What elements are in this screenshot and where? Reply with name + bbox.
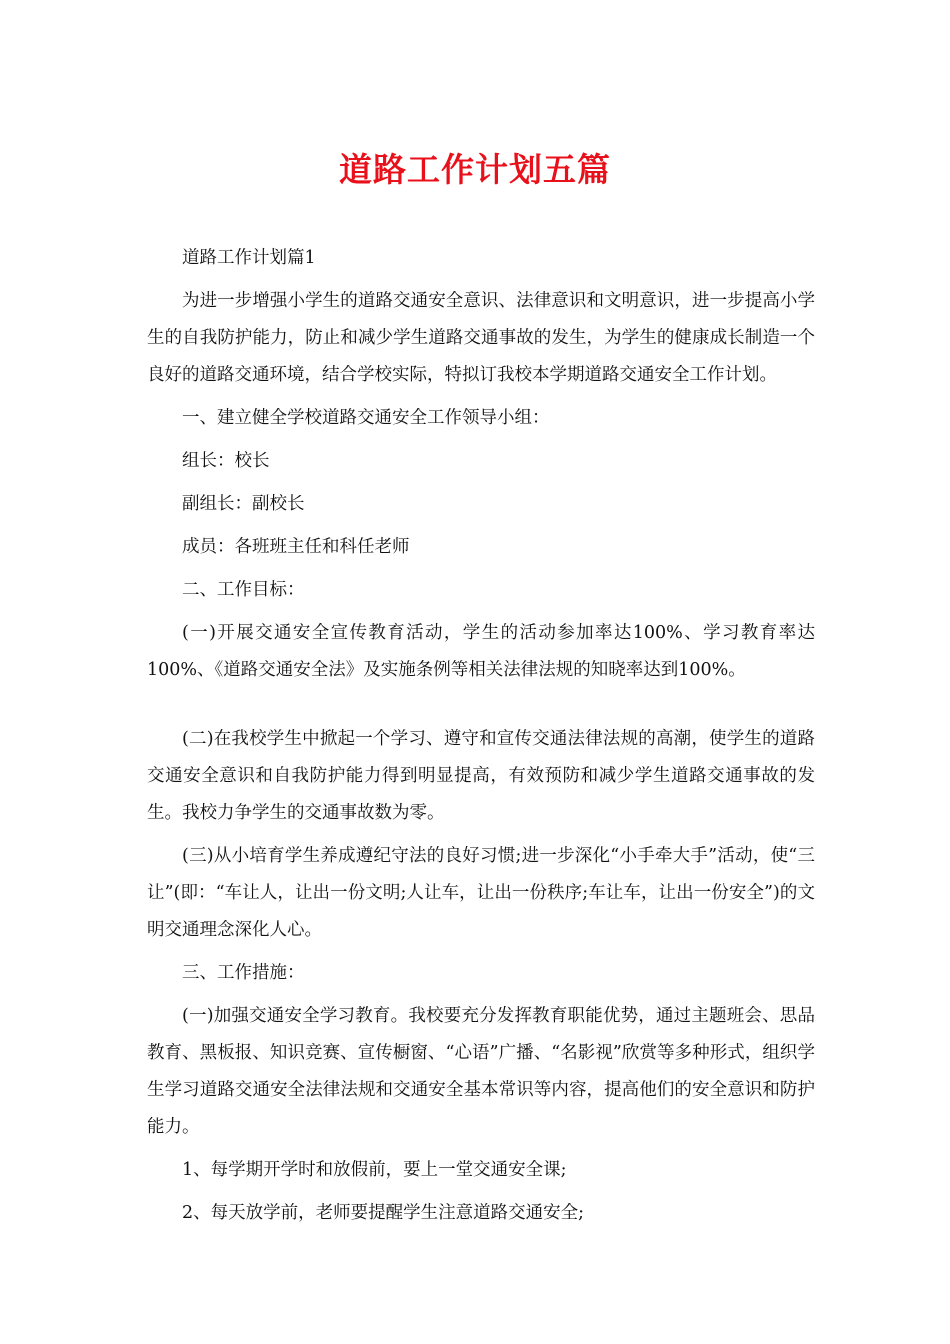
members-line: 成员：各班班主任和科任老师 [182,537,410,557]
document-title: 道路工作计划五篇 [339,150,611,189]
goal-paragraph-3: (三)从小培育学生养成遵纪守法的良好习惯;进一步深化“小手牵大手”活动，使“三让”(即：“车让人，让出一份文明;人让车，让出一份秩序;车让车，让出一份安全”)的文明交通理念深化人心。 [147,846,815,940]
leader-line: 组长：校长 [182,451,270,471]
measure-paragraph-1: (一)加强交通安全学习教育。我校要充分发挥教育职能优势，通过主题班会、思品教育、黑板报、知识竞赛、宣传橱窗、“心语”广播、“名影视”欣赏等多种形式，组织学生学习道路交通安全法律法规和交通安全基本常识等内容，提高他们的安全意识和防护能力。 [147,1006,815,1137]
section-heading-leadership-group: 一、建立健全学校道路交通安全工作领导小组： [182,408,550,428]
section-heading-measures: 三、工作措施： [182,963,305,983]
deputy-leader-line: 副组长：副校长 [182,494,305,514]
section-heading-goals: 二、工作目标： [182,580,305,600]
measure-item-2: 2、每天放学前，老师要提醒学生注意道路交通安全; [182,1203,585,1223]
goal-paragraph-1: (一)开展交通安全宣传教育活动，学生的活动参加率达100%、学习教育率达100%、《道路交通安全法》及实施条例等相关法律法规的知晓率达到100%。 [147,623,815,680]
document-body [147,240,815,1238]
section-heading-part-1: 道路工作计划篇1 [182,248,316,268]
intro-paragraph: 为进一步增强小学生的道路交通安全意识、法律意识和文明意识，进一步提高小学生的自我防护能力，防止和减少学生道路交通事故的发生，为学生的健康成长制造一个良好的道路交通环境，结合学校实际，特拟订我校本学期道路交通安全工作计划。 [147,291,815,385]
measure-item-1: 1、每学期开学时和放假前，要上一堂交通安全课; [182,1160,567,1180]
goal-paragraph-2: (二)在我校学生中掀起一个学习、遵守和宣传交通法律法规的高潮，使学生的道路交通安全意识和自我防护能力得到明显提高，有效预防和减少学生道路交通事故的发生。我校力争学生的交通事故数为零。 [147,729,815,823]
